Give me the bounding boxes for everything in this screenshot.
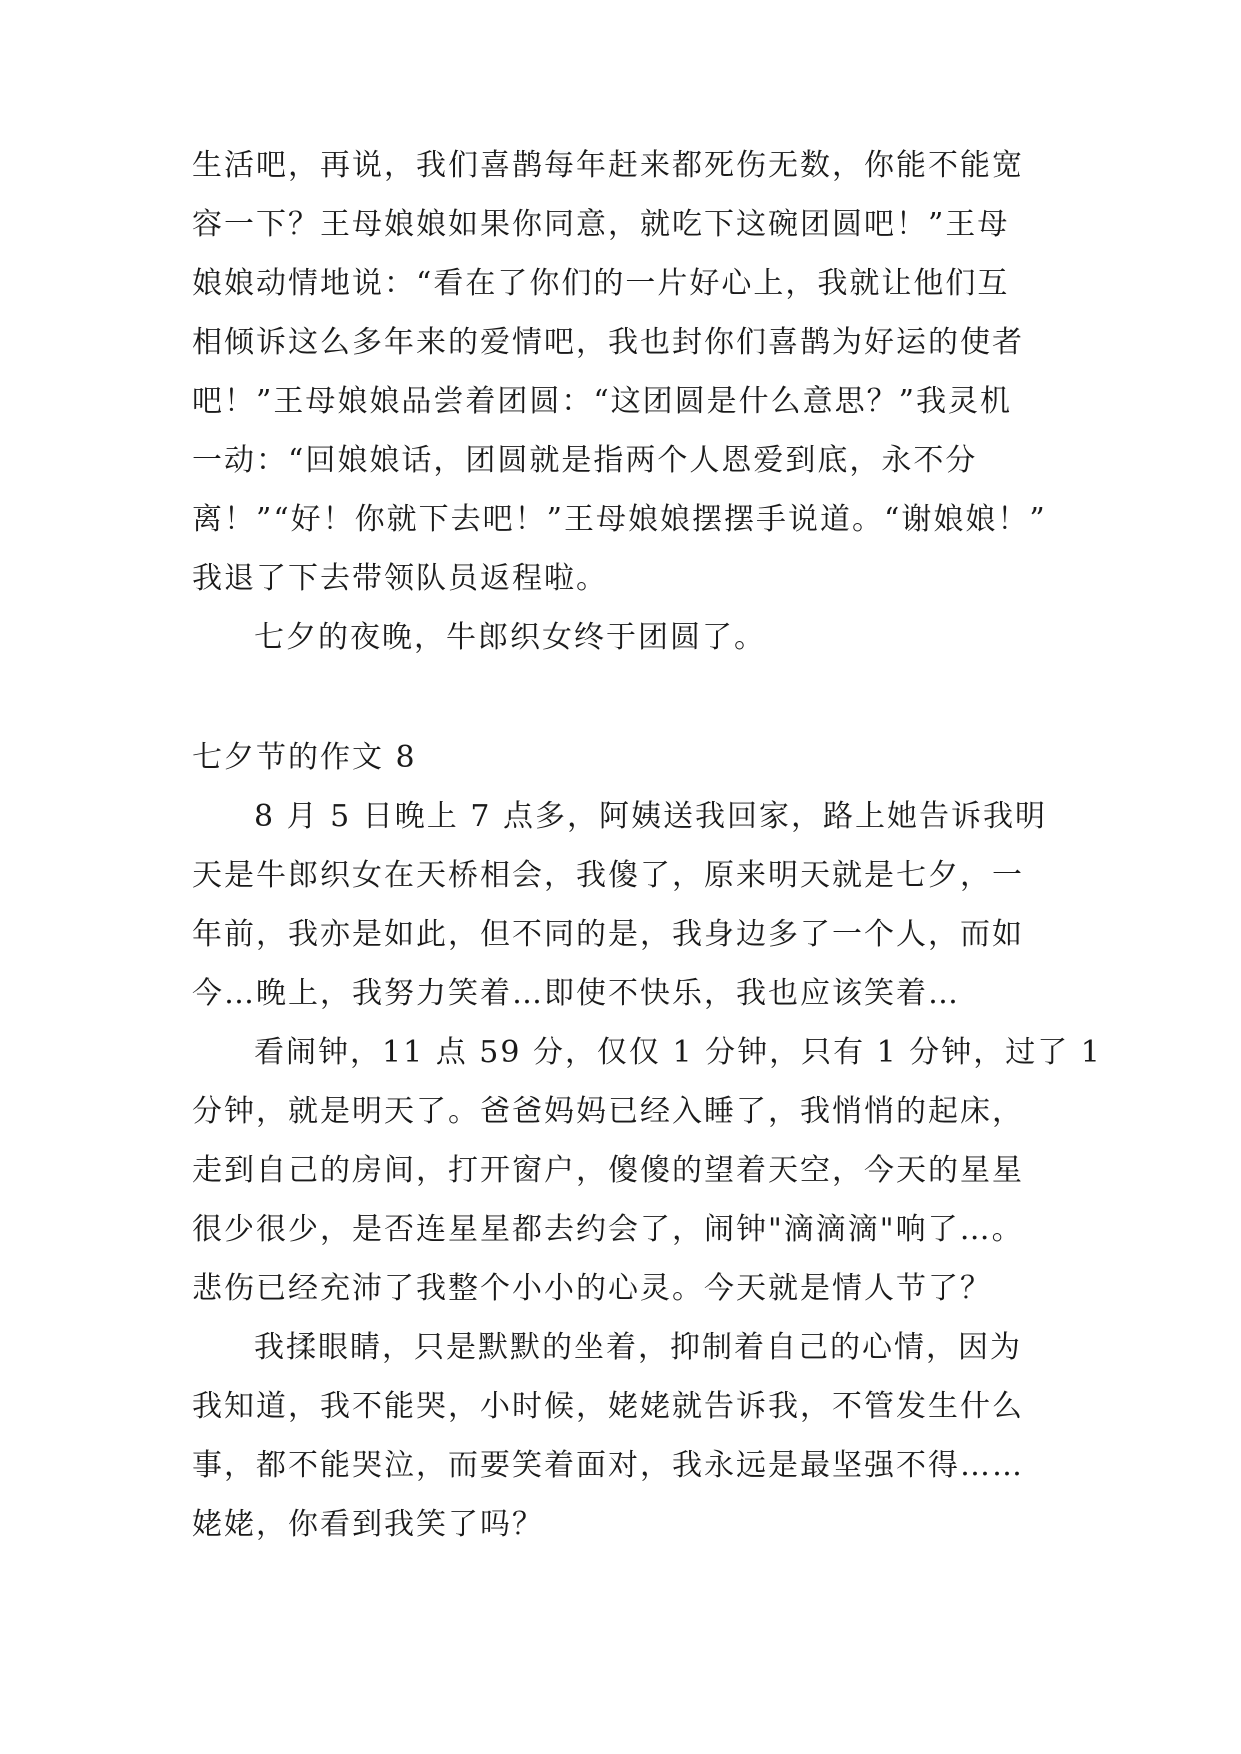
text-line: 年前，我亦是如此，但不同的是，我身边多了一个人，而如 <box>192 917 1024 952</box>
paragraph-first-line: 七夕的夜晚，牛郎织女终于团圆了。 <box>254 620 766 655</box>
text-line: 姥姥，你看到我笑了吗？ <box>192 1507 544 1542</box>
text-line: 走到自己的房间，打开窗户，傻傻的望着天空，今天的星星 <box>192 1153 1024 1188</box>
text-line: 离！”“好！你就下去吧！”王母娘娘摆摆手说道。“谢娘娘！” <box>192 502 1047 537</box>
text-line: 容一下？王母娘娘如果你同意，就吃下这碗团圆吧！”王母 <box>192 207 1010 242</box>
text-line: 事，都不能哭泣，而要笑着面对，我永远是最坚强不得…… <box>192 1448 1024 1483</box>
text-line: 一动：“回娘娘话，团圆就是指两个人恩爱到底，永不分 <box>192 443 978 478</box>
text-line: 今…晚上，我努力笑着…即使不快乐，我也应该笑着… <box>192 976 960 1011</box>
text-line: 分钟，就是明天了。爸爸妈妈已经入睡了，我悄悄的起床， <box>192 1094 1024 1129</box>
paragraph-first-line: 看闹钟，11 点 59 分，仅仅 1 分钟，只有 1 分钟，过了 1 <box>254 1035 1102 1070</box>
paragraph-first-line: 8 月 5 日晚上 7 点多，阿姨送我回家，路上她告诉我明 <box>254 799 1047 834</box>
paragraph-first-line: 我揉眼睛，只是默默的坐着，抑制着自己的心情，因为 <box>254 1330 1022 1365</box>
text-line: 天是牛郎织女在天桥相会，我傻了，原来明天就是七夕，一 <box>192 858 1024 893</box>
text-line: 很少很少，是否连星星都去约会了，闹钟"滴滴滴"响了…。 <box>192 1212 1024 1247</box>
text-line: 我知道，我不能哭，小时候，姥姥就告诉我，不管发生什么 <box>192 1389 1024 1424</box>
text-line: 吧！”王母娘娘品尝着团圆：“这团圆是什么意思？”我灵机 <box>192 384 1013 419</box>
text-line: 相倾诉这么多年来的爱情吧，我也封你们喜鹊为好运的使者 <box>192 325 1024 360</box>
text-line: 悲伤已经充沛了我整个小小的心灵。今天就是情人节了？ <box>192 1271 992 1306</box>
text-line: 娘娘动情地说：“看在了你们的一片好心上，我就让他们互 <box>192 266 1010 301</box>
text-line: 生活吧，再说，我们喜鹊每年赶来都死伤无数，你能不能宽 <box>192 148 1024 183</box>
text-line: 我退了下去带领队员返程啦。 <box>192 561 608 596</box>
section-heading: 七夕节的作文 8 <box>192 740 417 775</box>
